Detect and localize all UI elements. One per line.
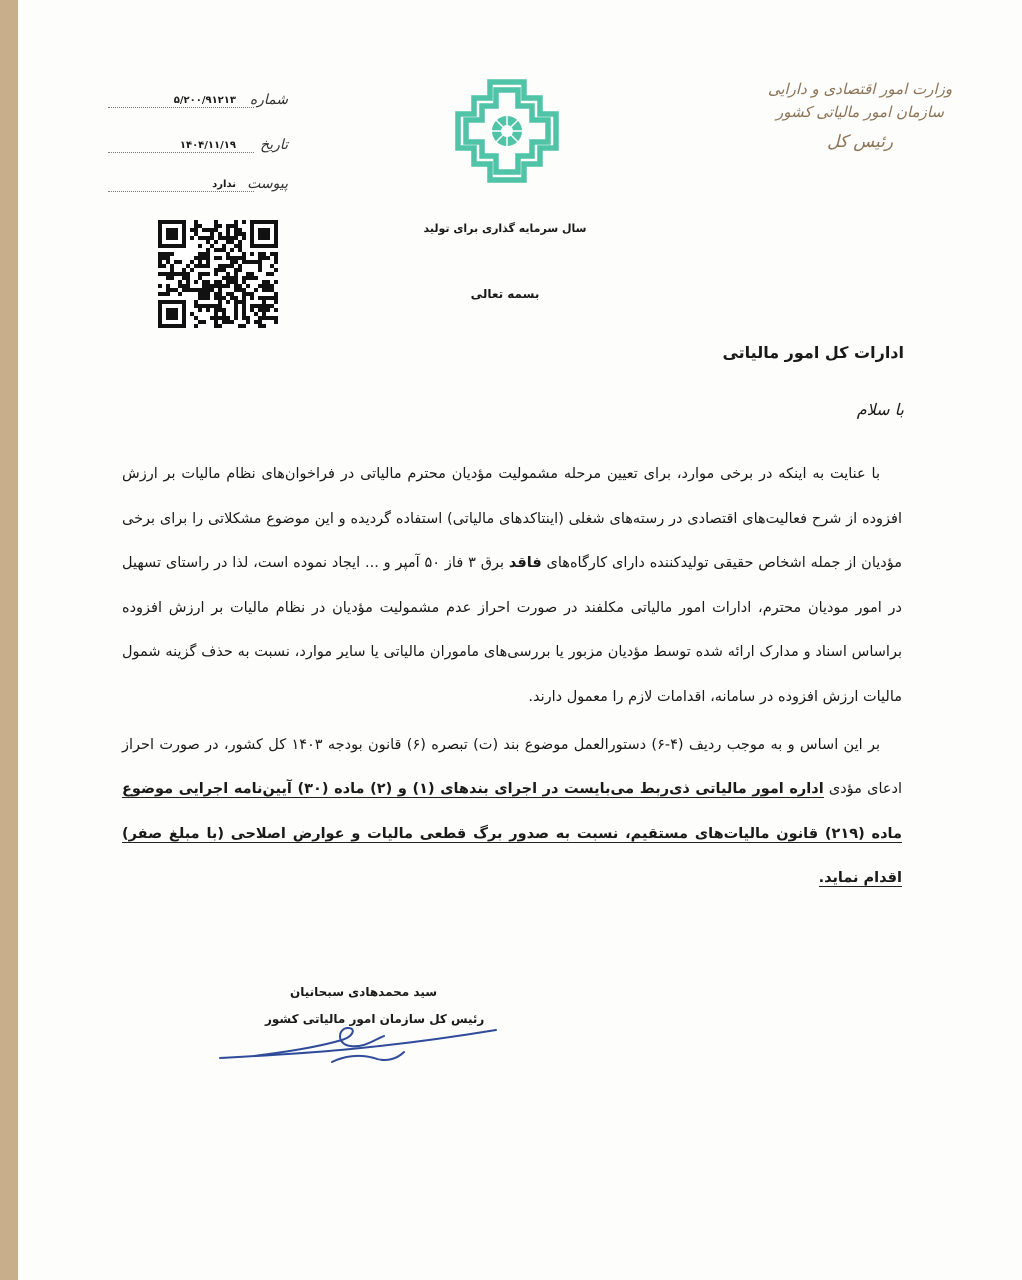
date-label: تاریخ (260, 137, 288, 153)
left-edge-strip (0, 0, 18, 1280)
ministry-line-2: سازمان امور مالیاتی کشور (776, 103, 944, 122)
ministry-line-3: رئیس کل (826, 131, 894, 152)
signatory-title: رئیس کل سازمان امور مالیاتی کشور (265, 1012, 485, 1026)
qr-code (158, 220, 278, 328)
paragraph-1-text: با عنایت به اینکه در برخی موارد، برای تعیین مرحله مشمولیت مؤدیان محترم مالیاتی در فراخوان‌های نظام مالیات بر ارزش افزوده از شرح فعالیت‌های اقتصادی در رسته‌های شغلی (اینتاکدهای مالیاتی) استفاده گردیده و این موضوع مشکلاتی را برای برخی مؤدیان از جمله اشخاص حقیقی تولیدکننده دارای کارگاه‌های (122, 466, 903, 572)
date-value: ۱۴۰۴/۱۱/۱۹ (108, 140, 254, 153)
paragraph-2 (122, 723, 902, 901)
ministry-line-1: وزارت امور اقتصادی و دارایی (767, 80, 953, 98)
year-slogan: سال سرمایه گذاری برای تولید (423, 222, 587, 235)
letter-date-field (108, 131, 288, 153)
handwritten-signature (214, 1010, 504, 1070)
number-label: شماره (249, 92, 288, 108)
attachment-label: پیوست (247, 176, 288, 192)
paragraph-2-text: بر این اساس و به موجب ردیف (۴-۶) دستورالعمل موضوع بند (ت) تبصره (۶) قانون بودجه ۱۴۰۳ کل کشور، در صورت احراز ادعای مؤدی (122, 736, 903, 798)
paragraph-1 (122, 452, 902, 720)
greeting: با سلام (856, 400, 904, 419)
paragraph-1-bold: فاقد (508, 555, 542, 572)
tax-organization-logo (452, 76, 562, 186)
ministry-header (750, 78, 970, 155)
letter-body (122, 452, 902, 901)
number-value: ۵/۲۰۰/۹۱۲۱۳ (108, 95, 254, 108)
letter-attachment-field (108, 170, 288, 192)
signatory-name: سید محمدهادی سبحانیان (290, 985, 438, 999)
paragraph-1-rest: برق ۳ فاز ۵۰ آمپر و ... ایجاد نموده است، لذا در راستای تسهیل در امور مودیان محترم، ادارات امور مالیاتی مکلفند در صورت احراز عدم مشمولیت مؤدیان در نظام مالیات بر ارزش افزوده براساس اسناد و مدارک ارائه شده توسط مؤدیان مزبور یا بررسی‌های ماموران مالیاتی یا سایر موارد، نسبت به حذف گزینه شمول مالیات ارزش افزوده در سامانه، اقدامات لازم را معمول دارند. (122, 555, 902, 705)
letter-number-field (108, 86, 288, 108)
basmala: بسمه تعالی (470, 287, 540, 301)
attachment-value: ندارد (108, 179, 254, 192)
addressee: ادارات کل امور مالیاتی (722, 343, 904, 362)
paragraph-2-directive: اداره امور مالیاتی ذی‌ربط می‌بایست در اجرای بندهای (۱) و (۲) ماده (۳۰) آیین‌نامه اجرایی موضوع ماده (۲۱۹) قانون مالیات‌های مستقیم، نسبت به صدور برگ قطعی مالیات و عوارض اصلاحی (با مبلغ صفر) اقدام نماید. (122, 781, 902, 887)
